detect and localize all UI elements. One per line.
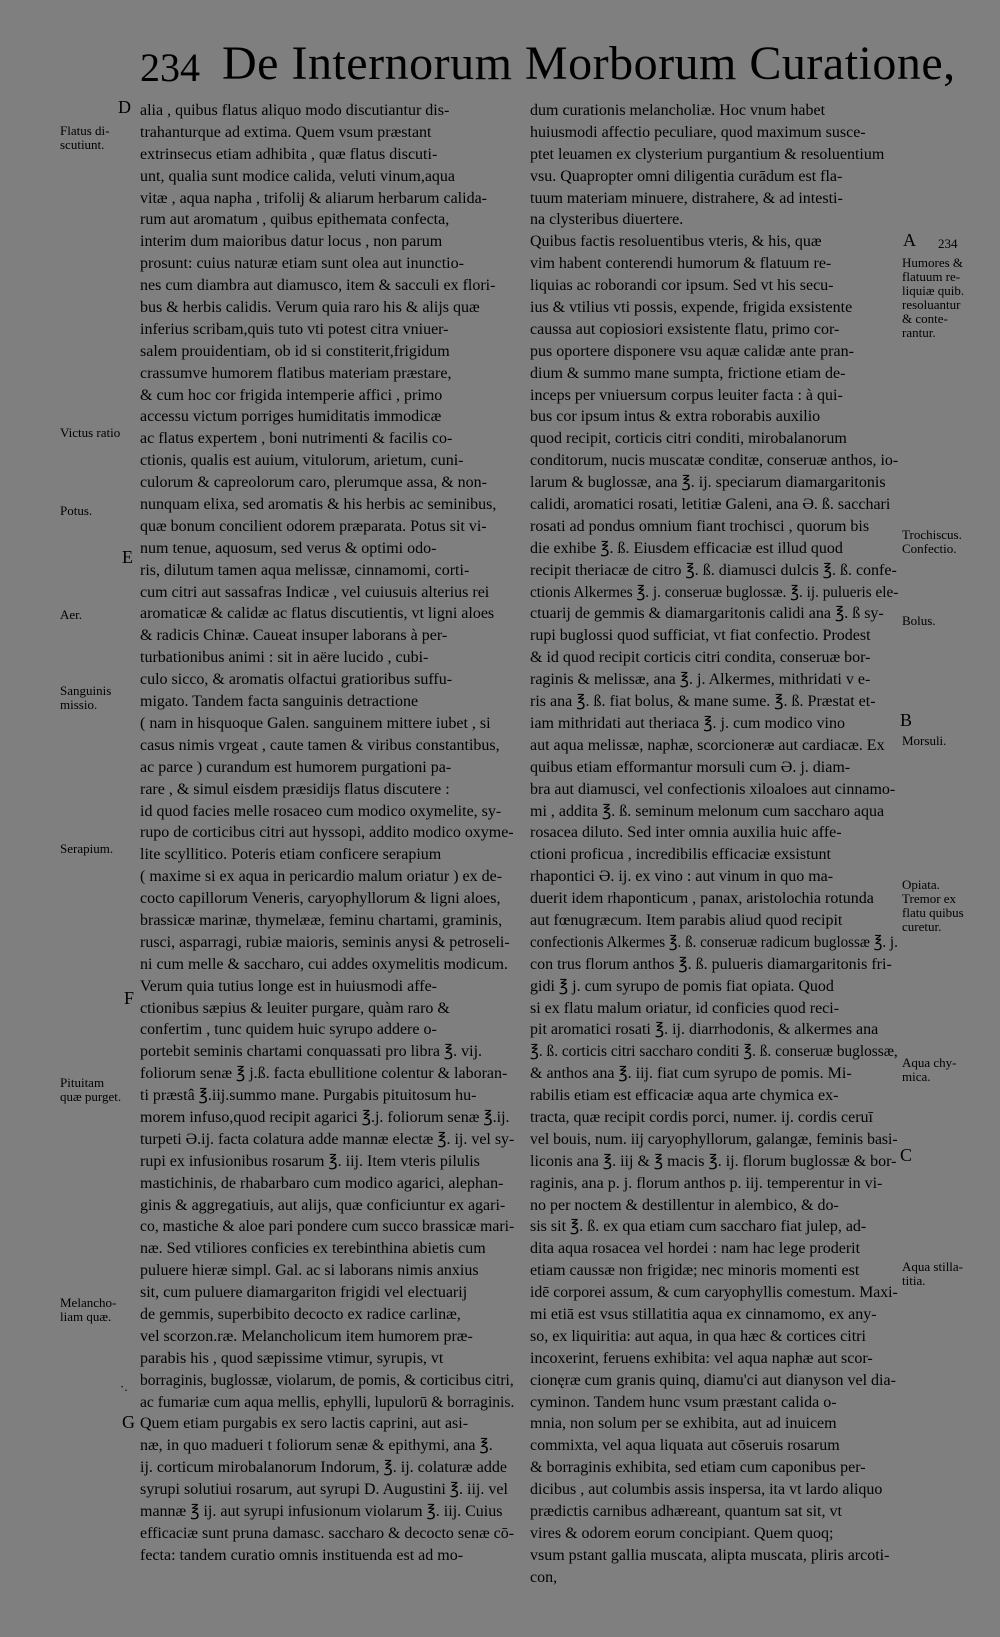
text-line: inferius scribam,quis tuto vti potest citra vniuer- (140, 320, 449, 338)
text-line: con trus florum anthos ℥. ß. pulueris diamargaritonis fri- (530, 955, 892, 973)
text-line: num tenue, aquosum, sed verus & optimi odo- (140, 539, 437, 557)
text-line: parabis his , quod sæpissime vtimur, syrupis, vt (140, 1349, 444, 1367)
text-line: næ, in quo madueri t foliorum senæ & epithymi, ana ℥. (140, 1437, 493, 1455)
text-line: ac flatus expertem , boni nutrimenti & facilis co- (140, 430, 453, 448)
left-text-column (140, 100, 514, 1567)
text-line: recipit theriacæ de citro ℥. ß. diamusci dulcis ℥. ß. confe- (530, 561, 897, 579)
text-line: sis sit ℥. ß. ex qua etiam cum saccharo fiat julep, ad- (530, 1218, 867, 1236)
text-line: die exhibe ℥. ß. Eiusdem efficaciæ est illud quod (530, 539, 843, 557)
text-line: efficaciæ sunt pruna damasc. saccharo & decocto senæ cō- (140, 1524, 514, 1542)
text-line: vsu. Quapropter omni diligentia curādum est fla- (530, 167, 843, 185)
text-line: næ. Sed vtiliores conficies ex terebinthina abietis cum (140, 1240, 486, 1258)
text-line: portebit seminis chartami conquassati pro libra ℥. vij. (140, 1043, 483, 1061)
text-line: pus oportere disponere vsu aquæ calidæ ante pran- (530, 342, 854, 360)
text-line: vel scorzon.ræ. Melancholicum item humorem præ- (140, 1327, 473, 1345)
section-letter-e: E (122, 547, 133, 567)
text-line: ius & vtilius vti possis, expende, frigida exsistente (530, 299, 853, 317)
margin-note-trochiscus: Trochiscus. Confectio. (902, 527, 962, 556)
text-line: aut aqua melissæ, naphæ, scorcioneræ aut cardiacæ. Ex (530, 736, 885, 754)
section-letter-d: D (118, 97, 131, 117)
text-line: liconis ana ℥. iij & ℥ macis ℥. ij. florum buglossæ & bor- (530, 1152, 897, 1170)
margin-note-humores: Humores & flatuum re- liquiæ quib. resoluantur & conte- rantur. (902, 255, 965, 340)
margin-note-aer: Aer. (60, 607, 83, 622)
text-line: rosati ad pondus omnium fiant trochisci , quorum bis (530, 517, 870, 535)
text-line: migato. Tandem facta sanguinis detractione (140, 693, 419, 711)
text-line: puluere hieræ simpl. Gal. ac si laborans nimis anxius (140, 1262, 479, 1280)
text-line: prosunt: cuius naturæ etiam sunt olea aut inunctio- (140, 255, 464, 273)
text-line: incoxerint, feruens exhibita: vel aqua naphæ aut scor- (530, 1349, 873, 1367)
text-line: cyminon. Tandem hunc vsum præstant calida o- (530, 1393, 837, 1411)
text-line: id quod facies melle rosaceo cum modico oxymelite, sy- (140, 802, 502, 820)
margin-note-melancholiam: Melancho- liam quæ. (60, 1295, 117, 1324)
text-line: caussa aut copiosiori exsistente flatu, primo cor- (530, 320, 840, 338)
text-line: fecta: tandem curatio omnis instituenda est ad mo- (140, 1546, 464, 1564)
text-line: culorum & capreolorum caro, plerumque assa, & non- (140, 474, 487, 492)
text-line: unt, qualia sunt modice calida, veluti vinum,aqua (140, 167, 456, 185)
text-line: aut fœnugræcum. Item parabis aliud quod recipit (530, 911, 843, 929)
text-line: turbationibus animi : sit in aëre lucido , cubi- (140, 649, 429, 667)
right-text-column (530, 100, 898, 1589)
margin-note-sanguinis: Sanguinis missio. (60, 683, 112, 712)
margin-note-bolus: Bolus. (902, 613, 936, 628)
text-line: rum aut aromatum , quibus epithemata confecta, (140, 211, 450, 229)
text-line: salem prouidentiam, ob id si constiterit,frigidum (140, 342, 450, 360)
text-line: mastichinis, de rhabarbaro cum modico agarici, alephan- (140, 1174, 504, 1192)
text-line: quibus etiam efformantur morsuli cum Ə. j. diam- (530, 758, 851, 776)
text-line: Quem etiam purgabis ex sero lactis caprini, aut asi- (140, 1415, 469, 1433)
text-line: raginis & melissæ, ana ℥. j. Alkermes, mithridati v e- (530, 671, 871, 689)
text-line: turpeti Ə.ij. facta colatura adde mannæ electæ ℥. ij. vel sy- (140, 1130, 514, 1148)
text-line: vim habent conterendi humorum & flatuum re- (530, 255, 832, 273)
margin-note-morsuli: Morsuli. (902, 733, 947, 748)
text-line: mi , addita ℥. ß. seminum melonum cum saccharo aqua (530, 802, 885, 820)
text-line: bra aut diamusci, vel confectionis xiloaloes aut cinnamo- (530, 780, 896, 798)
text-line: rosacea diluto. Sed inter omnia auxilia huic affe- (530, 824, 842, 842)
text-line: con, (530, 1568, 558, 1586)
text-line: conditorum, nucis muscatæ conditæ, conseruæ anthos, io- (530, 452, 898, 470)
text-line: culo sicco, & aromatis olfactui gratioribus suffu- (140, 671, 453, 689)
text-line: inceps per vniuersum corpus leuiter facta : à qui- (530, 386, 843, 404)
text-line: mannæ ℥ ij. aut syrupi infusionum violarum ℥. iij. Cuius (140, 1503, 503, 1520)
text-line: pit aromatici rosati ℥. ij. diarrhodonis, & alkermes ana (530, 1021, 879, 1039)
text-line: ij. corticum mirobalanorum Indorum, ℥. ij. colaturæ adde (140, 1459, 507, 1477)
margin-note-pituitam: Pituitam quæ purget. (60, 1075, 122, 1104)
text-line: ac fumariæ cum aqua mellis, ephylli, lupulorū & borraginis. (140, 1393, 514, 1411)
margin-note-potus: Potus. (60, 503, 93, 518)
text-line: ctionibus sæpius & leuiter purgare, quàm raro & (140, 999, 450, 1017)
text-line: dum curationis melancholiæ. Hoc vnum habet (530, 102, 826, 119)
text-line: extrinsecus etiam adhibita , quæ flatus discuti- (140, 145, 438, 163)
text-line: casus nimis vrgeat , caute tamen & viribus constantibus, (140, 736, 500, 754)
section-letter-a: A (903, 230, 916, 250)
text-line: trahanturque ad extima. Quem vsum præstant (140, 123, 432, 141)
text-line: ( nam in hisquoque Galen. sanguinem mittere iubet , si (140, 714, 491, 732)
text-line: bus & herbis calidis. Verum quia raro his & alijs quæ (140, 299, 480, 317)
right-page-mark: 234 (938, 236, 958, 251)
margin-note-aqua-chymica: Aqua chy- mica. (902, 1055, 957, 1084)
text-line: rusci, asparragi, rubiæ maioris, seminis anysi & petroseli- (140, 933, 510, 951)
text-line: commixta, vel aqua liquata aut cōseruis rosarum (530, 1437, 840, 1455)
page-number: 234 (140, 45, 200, 90)
section-letter-c: C (900, 1145, 913, 1165)
text-line: nes cum diambra aut diamusco, item & sacculi ex flori- (140, 277, 496, 295)
text-line: confectionis Alkermes ℥. ß. conseruæ radicum buglossæ ℥. j. (530, 933, 898, 951)
text-line: Verum quia tutius longe est in huiusmodi affe- (140, 977, 437, 995)
text-line: ctioni proficua , incredibilis efficaciæ exsistunt (530, 846, 831, 864)
text-line: cocto capillorum Veneris, caryophyllorum & ligni aloes, (140, 890, 501, 908)
page-header (130, 36, 990, 96)
text-line: vires & odorem eorum concipiant. Quem quoq; (530, 1524, 834, 1542)
text-line: quod recipit, corticis citri conditi, mirobalanorum (530, 430, 847, 448)
margin-note-opiata: Opiata. Tremor ex flatu quibus curetur. (902, 877, 964, 934)
text-line: so, ex liquiritia: aut aqua, in qua hæc & cortices citri (530, 1327, 866, 1345)
text-line: rabilis etiam est efficaciæ aqua arte chymica ex- (530, 1087, 839, 1105)
text-line: quæ bonum concilient odorem præparata. Potus sit vi- (140, 517, 487, 535)
text-line: mnia, non solum per se exhibita, aut ad inuicem (530, 1415, 837, 1433)
text-line: & id quod recipit corticis citri condita, conseruæ bor- (530, 649, 871, 667)
text-line: co, mastiche & aloe pari pondere cum succo brassicæ mari- (140, 1218, 514, 1236)
text-line: lite scyllitico. Poteris etiam conficere serapium (140, 846, 442, 864)
text-line: crassumve humorem flatibus materiam præstare, (140, 364, 452, 382)
text-line: brassicæ marinæ, thymelææ, feminu chartami, graminis, (140, 911, 503, 929)
text-line: dita aqua rosacea vel hordei : nam hac lege proderit (530, 1240, 861, 1258)
section-letter-f: F (124, 988, 135, 1008)
text-line: ac parce ) curandum est humorem purgationi pa- (140, 758, 452, 776)
text-line: vitæ , aqua napha , trifolij & aliarum herbarum calida- (140, 189, 487, 207)
margin-note-flatus: Flatus di- scutiunt. (60, 123, 110, 152)
margin-note-dots: ·. (120, 1379, 128, 1394)
text-line: ctionis, qualis est auium, vitulorum, arietum, cuni- (140, 452, 464, 470)
text-line: liquias ac roborandi cor ipsum. Sed vt his secu- (530, 277, 834, 295)
text-line: iam mithridati aut theriaca ℥. j. cum modico vino (530, 714, 845, 732)
text-line: ctionis Alkermes ℥. j. conseruæ buglossæ. ℥. ij. pulueris ele- (530, 583, 898, 601)
text-line: dium & summo mane sumpta, frictione etiam de- (530, 364, 846, 382)
text-line: borraginis, buglossæ, violarum, de pomis, & corticibus citri, (140, 1371, 514, 1389)
text-line: confertim , tunc quidem huic syrupo addere o- (140, 1021, 437, 1039)
text-line: na clysteribus diuertere. (530, 211, 684, 229)
margin-note-aqua-stillatitia: Aqua stilla- titia. (902, 1259, 964, 1288)
text-line: etiam caussæ non frigidæ; nec minoris momenti est (530, 1262, 860, 1280)
text-line: prædictis carnibus adhæreant, quantum sat sit, vt (530, 1503, 842, 1520)
running-title: De Internorum Morborum Curatione, (222, 37, 956, 90)
text-line: larum & buglossæ, ana ℥. ij. speciarum diamargaritonis (530, 474, 886, 492)
text-line: syrupi solutiui rosarum, aut syrupi D. Augustini ℥. iij. vel (140, 1481, 508, 1499)
text-line: rhapontici Ə. ij. ex vino : aut vinum in quo ma- (530, 868, 834, 886)
text-line: tuum materiam minuere, distrahere, & ad intesti- (530, 189, 843, 207)
text-line: & anthos ana ℥. iij. fiat cum syrupo de pomis. Mi- (530, 1065, 852, 1083)
text-line: calidi, aromatici rosati, letitiæ Galeni, ana Ə. ß. sacchari (530, 496, 891, 514)
text-line: aromaticæ & calidæ ac flatus discutientis, vt ligni aloes (140, 605, 495, 623)
text-line: huiusmodi affectio peculiare, quod maximum susce- (530, 123, 866, 141)
text-line: morem infuso,quod recipit agarici ℥.j. foliorum senæ ℥.ij. (140, 1108, 510, 1126)
text-line: ti præstâ ℥.iij.summo mane. Purgabis pituitosum hu- (140, 1087, 477, 1105)
text-line: idē corporei assum, & cum caryophyllis comestum. Maxi- (530, 1284, 898, 1302)
text-line: vel bouis, num. iij caryophyllorum, galangæ, feminis basi- (530, 1130, 898, 1148)
margin-note-victus: Victus ratio (60, 425, 121, 440)
text-line: & borraginis exhibita, sed etiam cum caponibus per- (530, 1459, 866, 1477)
text-line: rupi ex infusionibus rosarum ℥. iij. Item vteris pilulis (140, 1152, 480, 1170)
text-line: sit, cum puluere diamargariton frigidi vel electuarij (140, 1284, 468, 1302)
margin-note-serapium: Serapium. (60, 841, 114, 856)
text-line: mi etiā est vsus stillatitia aqua ex cinnamomo, ex any- (530, 1305, 877, 1323)
text-line: foliorum senæ ℥ j.ß. facta ebullitione colentur & laboran- (140, 1065, 508, 1083)
text-line: alia , quibus flatus aliquo modo discutiantur dis- (140, 102, 450, 119)
text-line: interim dum maioribus datur locus , non parum (140, 233, 443, 251)
text-line: ni cum melle & saccharo, cui addes oxymelitis modicum. (140, 955, 508, 973)
text-line: tracta, quæ recipit cordis porci, numer. ij. cordis ceruī (530, 1108, 873, 1126)
text-line: ris, dilutum tamen aqua melissæ, cinnamomi, corti- (140, 561, 470, 579)
text-line: ginis & aggregatiuis, aut alijs, quæ conficiuntur ex agari- (140, 1196, 506, 1214)
text-line: rupi buglossi quod sufficiat, vt fiat confectio. Prodest (530, 627, 871, 645)
text-line: de gemmis, superbibito decocto ex radice carlinæ, (140, 1305, 461, 1323)
text-line: bus cor ipsum intus & extra roborabis auxilio (530, 408, 821, 426)
text-line: ctuarij de gemmis & diamargaritonis calidi ana ℥. ß sy- (530, 605, 884, 623)
text-line: accessu victum porriges humiditatis immodicæ (140, 408, 442, 426)
text-line: nunquam elixa, sed aromatis & his herbis ac seminibus, (140, 496, 497, 514)
text-line: raginis, ana p. j. florum anthos p. iij. temperentur in vi- (530, 1174, 883, 1192)
text-line: duerit idem rhaponticum , panax, aristolochia rotunda (530, 890, 874, 908)
section-letter-b: B (900, 710, 913, 730)
text-line: ( maxime si ex aqua in pericardio malum oriatur ) ex de- (140, 868, 503, 886)
text-line: gidi ℥ j. cum syrupo de pomis fiat opiata. Quod (530, 977, 834, 995)
text-line: ptet leuamen ex clysterium purgantium & resoluentium (530, 145, 885, 163)
text-line: & radicis Chinæ. Caueat insuper laborans à per- (140, 627, 448, 645)
text-line: no per noctem & destillentur in alembico, & do- (530, 1196, 839, 1214)
text-line: rare , & simul eisdem præsidijs flatus discutere : (140, 780, 450, 798)
text-line: dicibus , aut columbis assis inspersa, ita vt lardo aliquo (530, 1481, 883, 1499)
text-line: rupo de corticibus citri aut hyssopi, addito modico oxyme- (140, 824, 514, 842)
text-line: ris ana ℥. ß. fiat bolus, & mane sume. ℥. ß. Præstat et- (530, 693, 876, 711)
text-line: ℥. ß. corticis citri saccharo conditi ℥. ß. conseruæ buglossæ, (530, 1043, 898, 1061)
section-letter-g: G (122, 1412, 135, 1432)
text-line: vsum pstant gallia muscata, alipta muscata, pliris arcoti- (530, 1546, 890, 1564)
text-line: si ex flatu malum oriatur, id conficies quod reci- (530, 999, 840, 1017)
text-line: & cum hoc cor frigida intemperie affici , primo (140, 386, 443, 404)
text-line: Quibus factis resoluentibus vteris, & his, quæ (530, 233, 822, 251)
text-line: cum citri aut sassafras Indicæ , vel cuiusuis alterius rei (140, 583, 490, 601)
text-line: cionęræ cum granis quinq, diamu'ci aut dianyson vel dia- (530, 1371, 896, 1389)
